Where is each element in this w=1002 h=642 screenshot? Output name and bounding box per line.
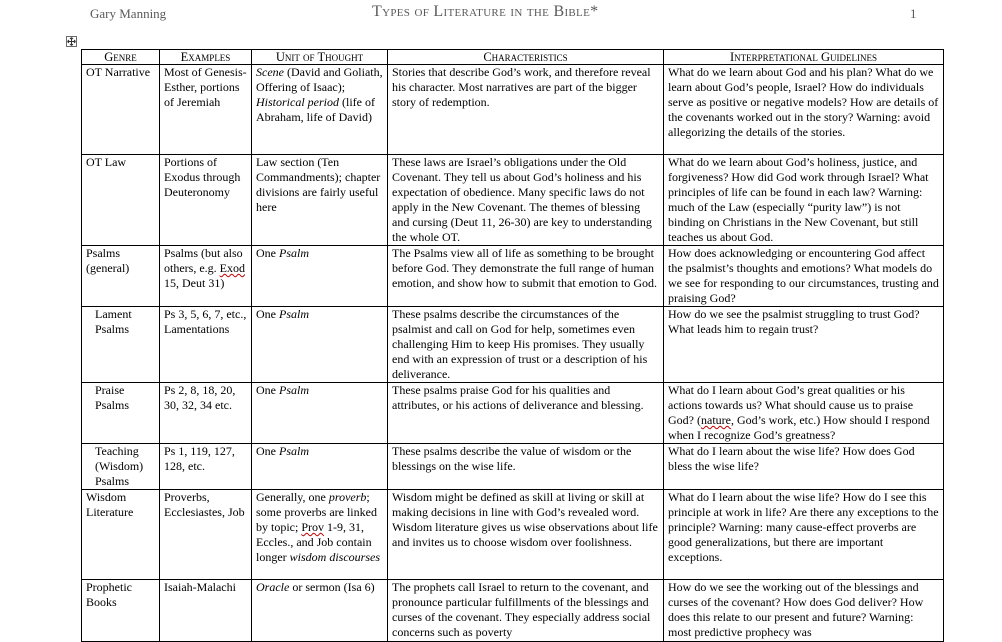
unit-cell (252, 580, 388, 642)
unit-cell: Law section (Ten Commandments); chapter divisions are fairly useful here (252, 155, 388, 246)
unit-text: Psalm (279, 307, 309, 321)
examples-cell: Ps 3, 5, 6, 7, etc., Lamentations (160, 307, 252, 383)
unit-cell (252, 383, 388, 444)
characteristics-cell: These psalms describe the value of wisdom or the blessings on the wise life. (388, 444, 664, 490)
unit-text: 1-9, 31, Eccles., and Job contain longer (256, 520, 372, 564)
guidelines-cell: What do I learn about the wise life? How does God bless the wise life? (664, 444, 944, 490)
table-row (82, 490, 944, 580)
table-row (82, 307, 944, 383)
column-header-guidelines: Interpretational Guidelines (664, 50, 944, 65)
examples-text: 15, Deut 31) (164, 276, 225, 290)
table-row (82, 155, 944, 246)
header-author: Gary Manning (90, 6, 167, 21)
unit-text: One (256, 383, 279, 397)
examples-cell: Ps 1, 119, 127, 128, etc. (160, 444, 252, 490)
column-header-examples: Examples (160, 50, 252, 65)
guidelines-cell (664, 383, 944, 444)
table-row (82, 383, 944, 444)
guidelines-cell: How does acknowledging or encountering God affect the psalmist’s thoughts and emotions? What models do we see for responding to our circumstances, trusting and praising God? (664, 246, 944, 307)
examples-text: Exod (219, 261, 245, 275)
genre-cell: OT Narrative (82, 65, 160, 155)
unit-text: (David and Goliath, Offering of Isaac); (256, 65, 383, 94)
unit-text: (life of Abraham, life of David) (256, 95, 375, 124)
unit-text: Psalm (279, 444, 309, 458)
unit-text: ; some proverbs are linked by topic; (256, 490, 377, 534)
unit-text: Oracle (256, 580, 290, 594)
unit-text: or sermon (Isa 6) (289, 580, 375, 594)
examples-text: Psalms (but also others, e.g. (164, 246, 243, 275)
guidelines-cell: How do we see the psalmist struggling to trust God? What leads him to regain trust? (664, 307, 944, 383)
unit-cell (252, 307, 388, 383)
guidelines-cell: What do we learn about God and his plan? What do we learn about God’s people, Israel? How do individuals serve as positive or negative models? How are details of the covenants worked out in the story? Warning: avoid allegorizing the details of the stories. (664, 65, 944, 155)
unit-text: Prov (301, 520, 324, 534)
column-header-unit-of-thought: Unit of Thought (252, 50, 388, 65)
column-header-genre: Genre (82, 50, 160, 65)
genre-cell: Praise Psalms (82, 383, 160, 444)
characteristics-cell: These psalms praise God for his qualities and attributes, or his actions of deliverance and blessing. (388, 383, 664, 444)
genre-cell: OT Law (82, 155, 160, 246)
genre-cell: Lament Psalms (82, 307, 160, 383)
characteristics-cell: Wisdom might be defined as skill at living or skill at making decisions in line with God’s revealed word. Wisdom literature gives us wise observations about life and invites us to choose wisdom over foolishness. (388, 490, 664, 580)
guidelines-text: , God’s work, etc.) How should I respond when I recognize God’s greatness? (668, 413, 930, 442)
unit-cell (252, 490, 388, 580)
guidelines-cell: What do I learn about the wise life? How do I see this principle at work in life? Are there any exceptions to the principle? Warning: many cause-effect proverbs are good generalizations, but there are important exceptions. (664, 490, 944, 580)
unit-text: One (256, 444, 279, 458)
document-title: Types of Literature in the Bible* (372, 3, 599, 20)
literature-types-table (81, 49, 944, 642)
table-header-row (82, 50, 944, 65)
table-row (82, 444, 944, 490)
unit-text: One (256, 307, 279, 321)
examples-cell: Portions of Exodus through Deuteronomy (160, 155, 252, 246)
genre-cell: Teaching (Wisdom) Psalms (82, 444, 160, 490)
examples-cell: Most of Genesis-Esther, portions of Jeremiah (160, 65, 252, 155)
guidelines-text: What do I learn about God’s great qualities or his actions towards us? What should cause us to praise God? ( (668, 383, 914, 427)
genre-cell: Prophetic Books (82, 580, 160, 642)
genre-cell: Wisdom Literature (82, 490, 160, 580)
characteristics-cell: The prophets call Israel to return to the covenant, and pronounce particular fulfillments of the blessings and curses of the covenant. They especially address social concerns such as poverty (388, 580, 664, 642)
column-header-characteristics: Characteristics (388, 50, 664, 65)
table-move-handle-icon[interactable] (66, 36, 77, 47)
examples-cell: Isaiah-Malachi (160, 580, 252, 642)
unit-text: Historical period (256, 95, 339, 109)
unit-text: wisdom discourses (289, 550, 380, 564)
page-number: 1 (910, 6, 917, 21)
guidelines-cell: What do we learn about God’s holiness, justice, and forgiveness? How did God work through Israel? What principles of life can be found in each law? Warning: much of the Law (especially “purity law”) is not binding on Christians in the New Covenant, but still teaches us about God. (664, 155, 944, 246)
table-row (82, 580, 944, 642)
characteristics-cell: Stories that describe God’s work, and therefore reveal his character. Most narratives are part of the bigger story of redemption. (388, 65, 664, 155)
characteristics-cell: These psalms describe the circumstances of the psalmist and call on God for help, sometimes even challenging Him to keep His promises. They usually end with an expression of trust or a description of his deliverance. (388, 307, 664, 383)
unit-text: Generally, one (256, 490, 329, 504)
unit-text: Psalm (279, 383, 309, 397)
guidelines-text: nature (701, 413, 731, 427)
table-row (82, 65, 944, 155)
unit-cell (252, 65, 388, 155)
examples-cell (160, 246, 252, 307)
genre-cell: Psalms (general) (82, 246, 160, 307)
examples-cell: Ps 2, 8, 18, 20, 30, 32, 34 etc. (160, 383, 252, 444)
characteristics-cell: These laws are Israel’s obligations under the Old Covenant. They tell us about God’s holiness and his expectation of obedience. Many specific laws do not apply in the New Covenant. The themes of blessing and cursing (Deut 11, 26-30) are key to understanding the whole OT. (388, 155, 664, 246)
examples-cell: Proverbs, Ecclesiastes, Job (160, 490, 252, 580)
unit-cell (252, 246, 388, 307)
unit-text: Psalm (279, 246, 309, 260)
unit-text: Scene (256, 65, 284, 79)
characteristics-cell: The Psalms view all of life as something to be brought before God. They demonstrate the full range of human emotion, and show how to submit that emotion to God. (388, 246, 664, 307)
table-row (82, 246, 944, 307)
unit-cell (252, 444, 388, 490)
unit-text: proverb (328, 490, 367, 504)
guidelines-cell: How do we see the working out of the blessings and curses of the covenant? How does God deliver? How does this relate to our present and future? Warning: most predictive prophecy was (664, 580, 944, 642)
unit-text: One (256, 246, 279, 260)
